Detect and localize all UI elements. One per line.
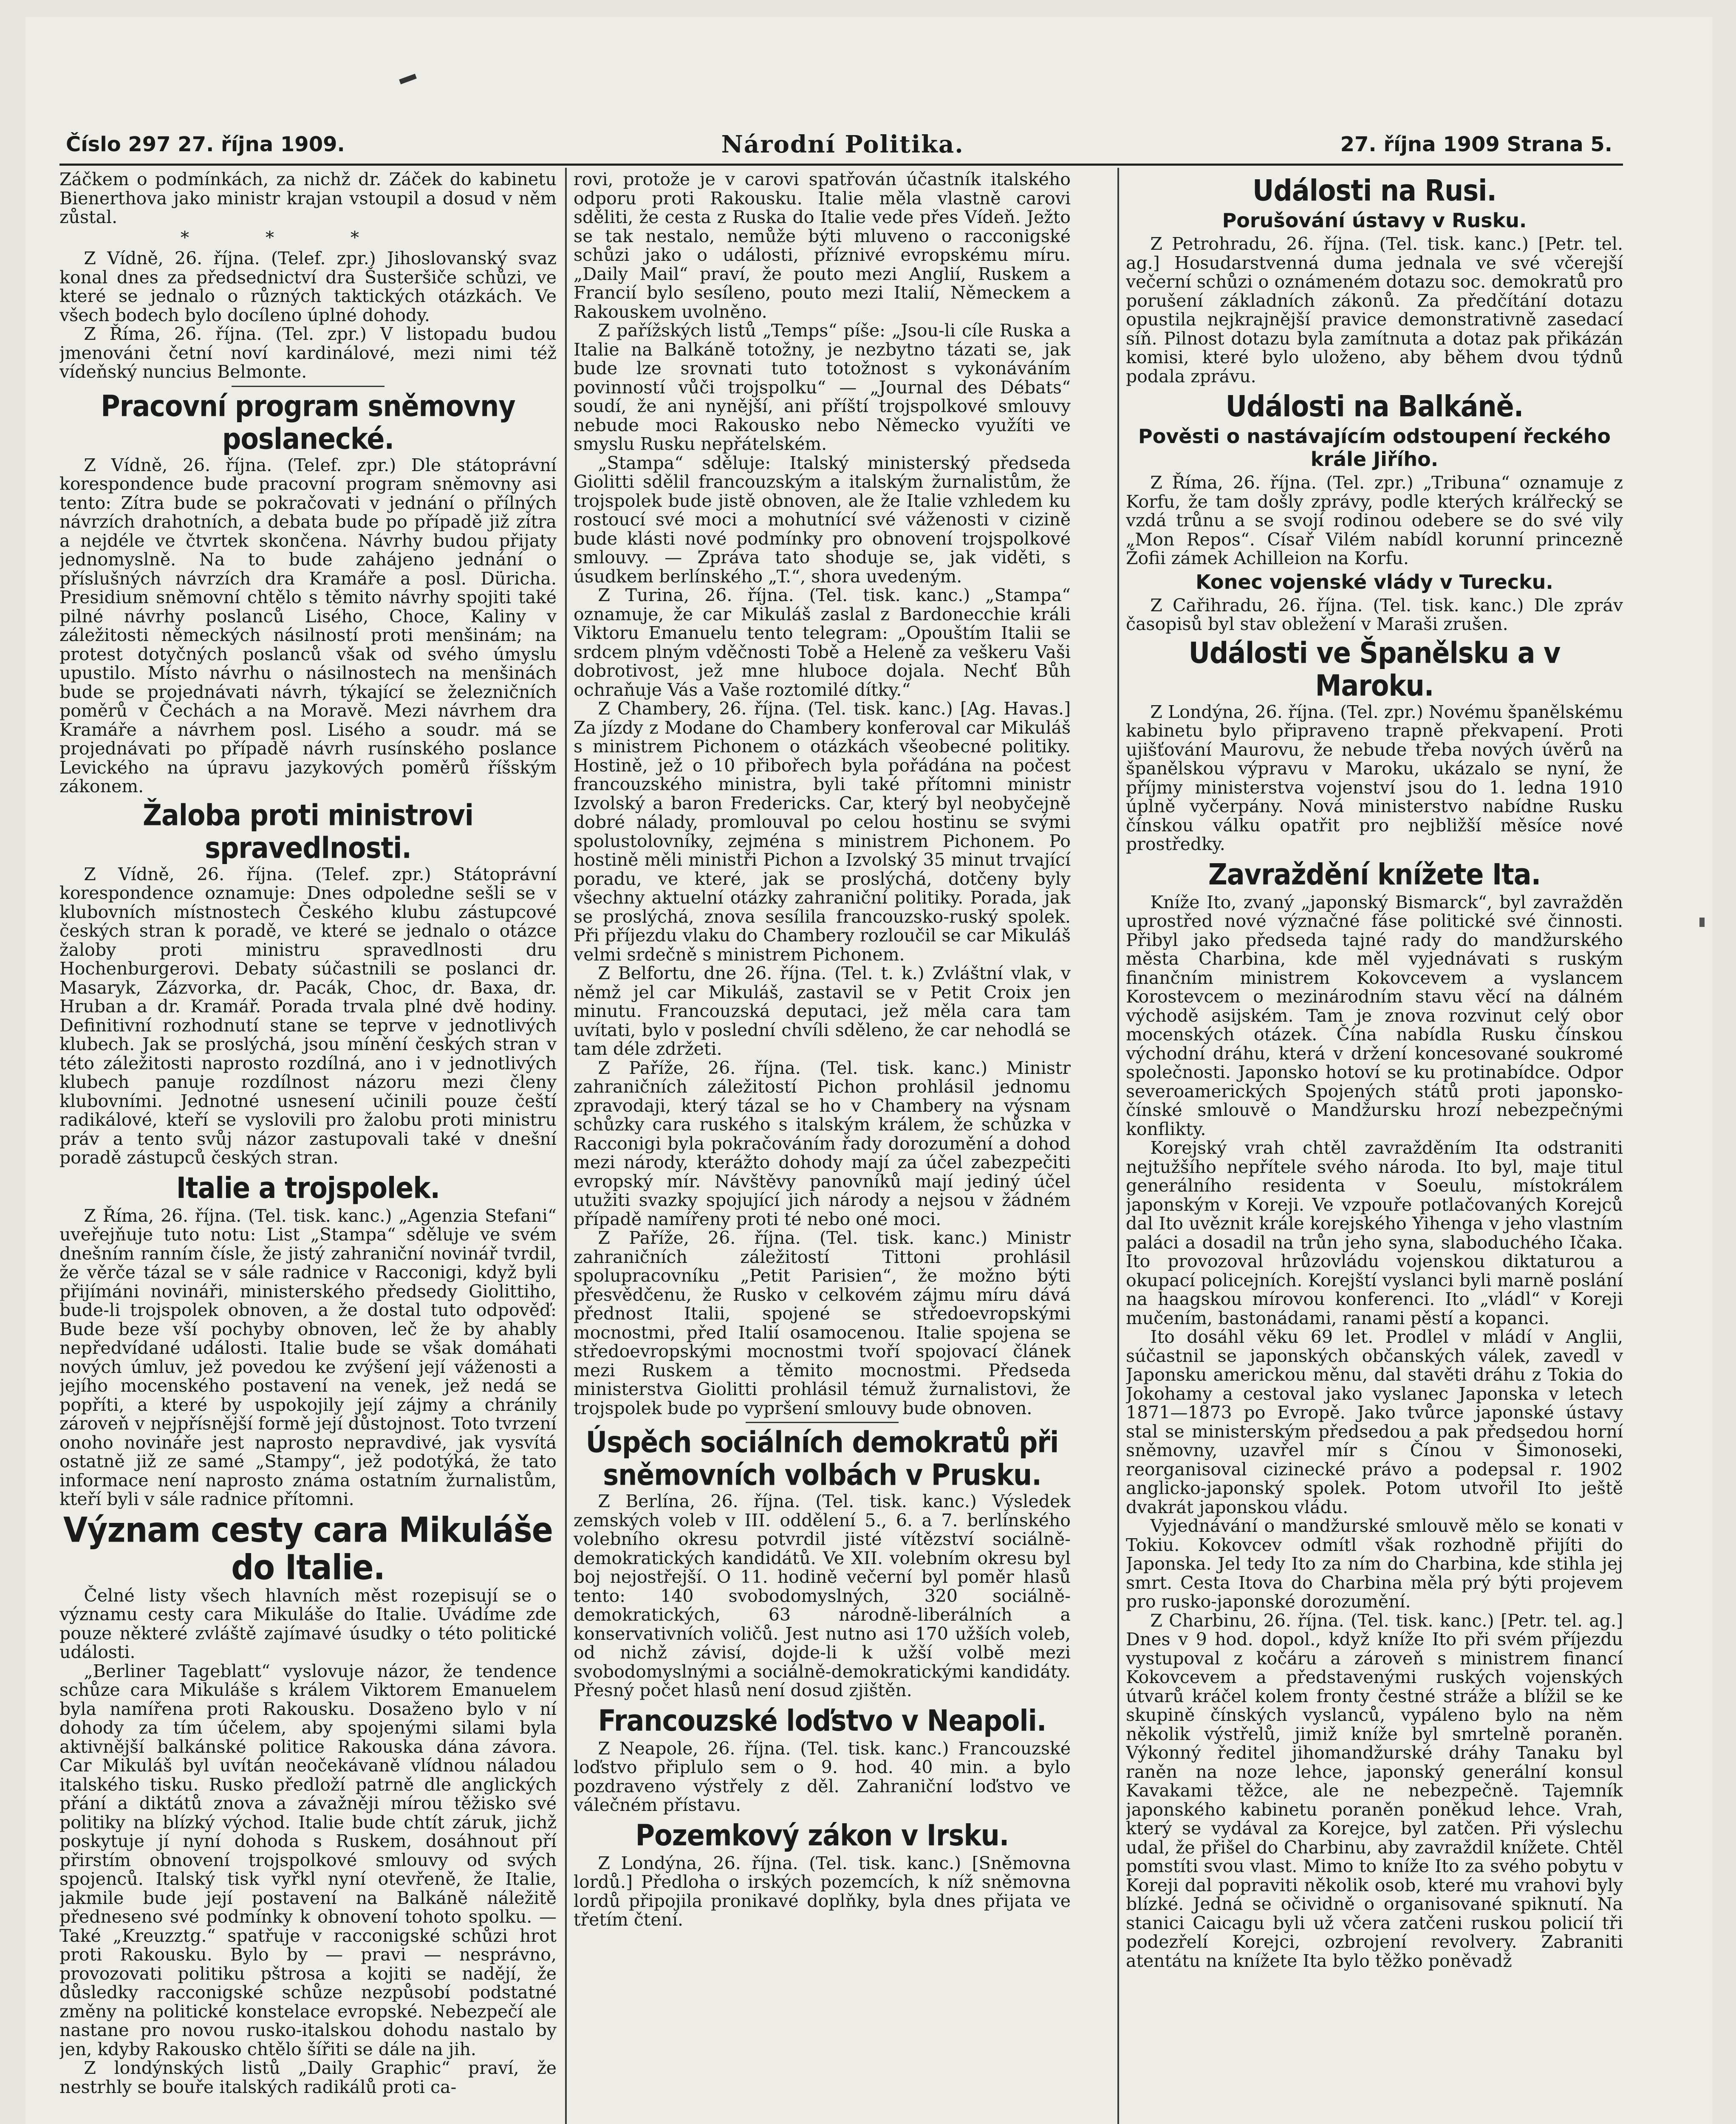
article-text: Ito dosáhl věku 69 let. Prodlel v mládí v Anglii, súčastnil se japonských občanských válek, zavedl v Japonsku americkou měnu, dal stavěti dráhu z Tokia do Jokohamy a cestoval jako vyslanec Japonska v letech 1871—1873 po Evropě. Jako tvůrce japonské ústavy stal se ministerským předsedou a pak předsedou horní sněmovny, uzavřel mír s Čínou v Šimonoseki, reorganisoval cizinecké právo a podepsal r. 1902 anglicko-japonský spolek. Potom utvořil Ito ještě dvakrát japonskou vládu.: [1126, 1327, 1623, 1517]
header-page: 27. října 1909 Strana 5.: [1340, 133, 1612, 156]
article-text: Z londýnských listů „Daily Graphic“ praví, že nestrhly se bouře italských radikálů proti ca-: [59, 2058, 557, 2097]
subheadline: Pověsti o nastávajícím odstoupení řeckého krále Jiřího.: [1138, 425, 1611, 471]
article-text: Z Vídně, 26. října. (Telef. zpr.) Státoprávní korespondence oznamuje: Dnes odpoledne sešli se v klubovních místnostech Českého klubu zástupcové českých stran k poradě, ve které se jednalo o otázce žaloby proti ministru spravedlnosti dru Hochenburgerovi. Debaty súčastnili se poslanci dr. Masaryk, Zázvorka, dr. Pacák, Choc, dr. Baxa, dr. Hruban a dr. Kramář. Porada trvala plné dvě hodiny. Definitivní rozhodnutí stane se teprve v jednotlivých klubech. Jak se proslýchá, jsou mínění českých stran v této záležitosti naprosto rozdílná, ano i v jednotlivých klubech panuje rozdílnost názoru mezi členy klubovními. Jednotné usnesení učinili pouze čeští radikálové, kteří se vyslovili pro žalobu proti ministru práv a tento svůj názor zastupovali také v dnešní poradě zástupců českých stran.: [59, 864, 557, 1168]
scan-mark: [1699, 918, 1705, 927]
article-text: rovi, protože je v carovi spatřován účastník italského odporu proti Rakousku. Italie měla vlastně carovi sděliti, že cesta z Ruska do Italie vede přes Vídeň. Ježto se tak nestalo, nemůže býti mluveno o racconigské schůzi jako o události, příznivé evropskému míru. „Daily Mail“ praví, že pouto mezi Anglií, Ruskem a Francií bylo sesíleno, pouto mezi Italií, Německem a Rakouskem uvolněno.: [574, 170, 1071, 322]
headline: Pozemkový zákon v Irsku.: [635, 1818, 1009, 1853]
column-divider: [1117, 168, 1119, 2124]
article-text: Z Londýna, 26. října. (Tel. zpr.) Novému španělskému kabinetu bylo připraveno trapně překvapení. Proti ujišťování Maurovu, že nebude třeba nových úvěrů na španělskou výpravu v Maroku, ukázalo se nyní, že příjmy ministerstva vojenství jsou do 1. ledna 1910 úplně vyčerpány. Nová ministerstvo nabídne Rusku čínskou válku opatřit pro nejbližší měsíce nové prostředky.: [1126, 701, 1623, 854]
headline: Žaloba proti ministrovi spravedlnosti.: [142, 798, 474, 865]
article-text: Z Říma, 26. října. (Tel. zpr.) „Tribuna“ oznamuje z Korfu, že tam došly zprávy, podle kterých králřecký se vzdá trůnu a se svojí rodinou odebere se do své vily „Mon Repos“. Císař Vilém nabídl korunní princezně Žofii zámek Achilleion na Korfu.: [1126, 472, 1623, 568]
page-header: [66, 130, 1612, 159]
article-text: Z Říma, 26. října. (Tel. zpr.) V listopadu budou jmenováni četní noví kardinálové, mezi nimi též vídeňský nuncius Belmonte.: [59, 324, 557, 382]
column-divider: [565, 168, 567, 2124]
article-text: Z Vídně, 26. října. (Telef. zpr.) Dle státoprávní korespondence bude pracovní program sněmovny asi tento: Zítra bude se pokračovati v jednání o přílných návrzích drahotních, a debata bude po případě již zítra a nejdéle ve čtvrtek skončena. Návrhy budou přijaty jednomyslně. Na to bude zahájeno jednání o příslušných návrzích dra Kramáře a posl. Düricha. Presidium sněmovní chtělo s těmito návrhy spojiti také pilné návrhy poslanců Lisého, Choce, Kaliny v záležitosti německých násilností proti menšinám; na protest dotyčných poslanců však od svého úmyslu upustilo. Místo návrhu o násilnostech na menšinách bude se projednávati návrh, týkající se železničních poměrů v Čechách a na Moravě. Mezi návrhem dra Kramáře a návrhem posl. Lisého a soudr. má se projednávati po případě návrh rusínského poslance Levického na úpravu jazykových poměrů říšským zákonem.: [59, 455, 557, 796]
article-text: Z Charbinu, 26. října. (Tel. tisk. kanc.) [Petr. tel. ag.] Dnes v 9 hod. dopol., když kníže Ito při svém příjezdu vystupoval z kočáru a zároveň s ministrem financí Kokovcevem a představenými ruských vojenských útvarů kráčel kolem fronty čestné stráže a blížil se ke skupině čínských vyslanců, vypáleno bylo na něm několik výstřelů, jimiž kníže byl smrtelně poraněn. Výkonný ředitel jihomandžurské dráhy Tanaku byl raněn na noze lehce, japonský generální konsul Kavakami těžce, ale ne nebezpečně. Tajemník japonského kabinetu poraněn poněkud lehce. Vrah, který se vydával za Korejce, byl zatčen. Při výslechu udal, že přišel do Charbinu, aby zavraždil knížete. Chtěl pomstíti svou vlast. Mimo to kníže Ito za svého pobytu v Koreji dal popraviti několik osob, které mu vrahovi byly blízké. Jedná se očividně o organisované spiknutí. Na stanici Caicagu byli už včera zatčeni ruskou policií tři podezřelí Korejci, ozbrojení revolvery. Zabraniti atentátu na knížete Ita bylo těžko poněvadž: [1126, 1610, 1623, 1971]
scan-mark: [399, 74, 417, 85]
headline: Události ve Španělsku a v Maroku.: [1188, 636, 1561, 703]
article-text: Záčkem o podmínkách, za nichž dr. Záček do kabinetu Bienerthova jako ministr krajan vstoupil a dosud v něm zůstal.: [59, 170, 557, 227]
article-text: Korejský vrah chtěl zavražděním Ita odstraniti nejtužšího nepřítele svého národa. Ito byl, maje titul generálního residenta v Soeulu, místokrálem japonským v Koreji. Ve vzpouře potlačovaných Korejců dal Ito uvěznit krále korejského Yihenga v jeho vlastním paláci a dosadil na trůn jeho syna, slaboduchého Ičaka. Ito provozoval hrůzovládu vojenskou diktaturou a okupací policejních. Korejští vyslanci byli marně poslání na haagskou mírovou konferenci. Ito „vládl“ v Koreji mučením, bastonádami, ranami pěstí a kopanci.: [1126, 1138, 1623, 1328]
article-text: Z pařížských listů „Temps“ píše: „Jsou-li cíle Ruska a Italie na Balkáně totožny, je nezbytno tázati se, jak bude lze srovnati tuto totožnost s vykonáváním povinností vůči trojspolku“ — „Journal des Débats“ soudí, že ani nynější, ani příští trojspolkové smlouvy nebude moci Rakousko nebo Německo využíti ve smyslu Rusku nepřátelském.: [574, 320, 1071, 454]
article-separator: [746, 1422, 899, 1423]
article-text: Z Vídně, 26. října. (Telef. zpr.) Jihoslovanský svaz konal dnes za předsednictví dra Šusteršiče schůzi, ve které se jednalo o různých taktických otázkách. Ve všech bodech bylo docíleno úplné dohody.: [59, 248, 557, 325]
subheadline: Konec vojenské vlády v Turecku.: [1196, 570, 1553, 593]
header-issue: Číslo 297 27. října 1909.: [66, 133, 345, 156]
header-rule: [59, 164, 1623, 166]
subheadline: Porušování ústavy v Rusku.: [1222, 209, 1527, 232]
article-text: Z Londýna, 26. října. (Tel. tisk. kanc.) [Sněmovna lordů.] Předloha o irských pozemcích, k níž sněmovna lordů připojila pronikavé doplňky, byla dnes přijata ve třetím čtení.: [574, 1853, 1071, 1930]
masthead: Národní Politika.: [721, 130, 964, 158]
column-3: [1126, 170, 1623, 2124]
article-text: Z Cařihradu, 26. října. (Tel. tisk. kanc.) Dle zpráv časopisů byl stav obležení v Maraši zrušen.: [1126, 595, 1623, 634]
headline: Význam cesty cara Mikuláše do Italie.: [63, 1510, 553, 1587]
headline: Události na Rusi.: [1253, 173, 1496, 208]
article-text: Z Paříže, 26. října. (Tel. tisk. kanc.) Ministr zahraničních záležitostí Tittoni prohlásil spolupracovníku „Petit Parisien“, že možno býti přesvědčenu, že Rusko v celkovém zájmu míru dává přednost Italii, spojené se středoevropskými mocnostmi, před Italií osamocenou. Italie spojena se středoevropskými mocnostmi tvoří spojovací článek mezi Ruskem a těmito mocnostmi. Předseda ministerstva Giolitti prohlásil témuž žurnalistovi, že trojspolek bude po vypršení smlouvy bude obnoven.: [574, 1228, 1071, 1418]
headline: Francouzské loďstvo v Neapoli.: [598, 1703, 1046, 1738]
article-text: Z Neapole, 26. října. (Tel. tisk. kanc.) Francouzské loďstvo připlulo sem o 9. hod. 40 min. a bylo pozdraveno výstřely z děl. Zahraniční loďstvo ve válečném přístavu.: [574, 1738, 1071, 1815]
article-text: Kníže Ito, zvaný „japonský Bismarck“, byl zavražděn uprostřed nové význačné fáse politické své činnosti. Přibyl jako předseda tajné rady do mandžurského města Charbina, kde měl vyjednávati s ruským finančním ministrem Kokovcevem a vyslancem Korostevcem o mezinárodním stavu věcí na dálném východě asijském. Tam je znova rozvinut celý obor mocenských otázek. Čína nabídla Rusku čínskou východní dráhu, která v držení koncesované soukromé společnosti. Japonsko hotoví se ku protinabídce. Odpor severoamerických Spojených států proti japonsko-čínské smlouvě o Mandžursku hrozí nebezpečnými konflikty.: [1126, 892, 1623, 1139]
newspaper-page: [25, 17, 1712, 2124]
article-text: Z Petrohradu, 26. října. (Tel. tisk. kanc.) [Petr. tel. ag.] Hosudarstvenná duma jednala ve své včerejší večerní schůzi o oznámeném dotazu soc. demokratů pro porušení základních zákonů. Za předčítání dotazu opustila nejkrajnější pravice demonstrativně zasedací síň. Pilnost dotazu byla zamítnuta a dotaz pak přikázán komisi, které bylo uloženo, aby během dvou týdnů podala zprávu.: [1126, 234, 1623, 387]
headline: Zavraždění knížete Ita.: [1208, 857, 1541, 892]
article-text: Vyjednávání o mandžurské smlouvě mělo se konati v Tokiu. Kokovcev odmítl však rozhodně přijíti do Japonska. Jel tedy Ito za ním do Charbina, kde stihla jej smrt. Cesta Itova do Charbina měla prý býti projevem pro rusko-japonské dorozumění.: [1126, 1516, 1623, 1612]
separator-stars: ***: [181, 228, 435, 248]
column-1: [59, 170, 557, 2124]
headline: Italie a trojspolek.: [176, 1170, 440, 1205]
article-text: „Berliner Tageblatt“ vyslovuje názor, že tendence schůze cara Mikuláše s králem Viktorem Emanuelem byla namířena proti Rakousku. Dosaženo bylo v ní dohody za tím účelem, aby spojenými silami byla aktivnější balkánské politice Rakouska dána závora. Car Mikuláš byl uvítán neočekávaně vlídnou náladou italského tisku. Rusko předloží patrně dle anglických přání a diktátů znova a závažněji mírou těžisko své politiky na blízký východ. Italie bude chtít záruk, jichž poskytuje jí nyní dohoda s Ruskem, dosáhnout pří přirstím obnovení trojspolkové smlouvy od svých spojenců. Italský tisk vyřkl nyní otevřeně, že Italie, jakmile bude její postavení na Balkáně náležitě předneseno své podmínky k obnovení tohoto spolku. — Také „Kreuzztg.“ spatřuje v racconigské schůzi hrot proti Rakousku. Bylo by — pravi — nesprávno, provozovati politiku pštrosa a kojiti se nadějí, že důsledky racconigské schůze nezpůsobí podstatné změny na politické konstelace evropské. Nebezpečí ale nastane pro novou rusko-italskou dohodu nastalo by jen, kdyby Rakousko chtělo šířiti se dále na jih.: [59, 1661, 557, 2059]
article-text: Z Berlína, 26. října. (Tel. tisk. kanc.) Výsledek zemských voleb v III. oddělení 5., 6. a 7. berlínského volebního okresu potvrdil jisté vítězství sociálně-demokratických kandidátů. Ve XII. volebním okresu byl boj nejostřejší. O 11. hodině večerní byl poměr hlasů tento: 140 svobodomyslných, 320 sociálně-demokratických, 63 národně-liberálních a konservativních voličů. Jest nutno asi 170 užších voleb, od nichž závisí, dojde-li k užší volbě mezi svobodomyslnými a sociálně-demokratickými kandidáty. Přesný počet hlasů není dosud zjištěn.: [574, 1491, 1071, 1700]
headline: Úspěch sociálních demokratů při sněmovních volbách v Prusku.: [585, 1425, 1059, 1492]
headline: Pracovní program sněmovny poslanecké.: [101, 389, 515, 456]
article-text: Z Paříže, 26. října. (Tel. tisk. kanc.) Ministr zahraničních záležitostí Pichon prohlásil jednomu zpravodaji, který tázal se ho v Chambery na výsnam schůzky cara ruského s italským králem, že schůzka v Racconigi byla pokračováním řady dorozumění a dohod mezi národy, kterážto dohody mají za účel zabezpečiti evropský mír. Návštěvy panovníků mají jediný účel utužiti svazky spojující jich národy a nejsou v žádném případě namířeny proti té nebo oné moci.: [574, 1057, 1071, 1229]
headline: Události na Balkáně.: [1225, 389, 1524, 424]
article-text: Z Turina, 26. října. (Tel. tisk. kanc.) „Stampa“ oznamuje, že car Mikuláš zaslal z Bardonecchie králi Viktoru Emanuelu tento telegram: „Opouštím Italii se srdcem plným vděčnosti Tobě a Heleně za veškeru Vaši dobrotivost, jež mne hluboce dojala. Nechť Bůh ochraňuje Vás a Vaše roztomilé dítky.“: [574, 585, 1071, 700]
column-2: [574, 170, 1071, 2124]
article-text: „Stampa“ sděluje: Italský ministerský předseda Giolitti sdělil francouzským a italským žurnalistům, že trojspolek bude jistě obnoven, ale že Italie vzhledem ku rostoucí své moci a mohutnící své váženosti v cizině bude klásti nové podmínky pro obnovení trojspolkové smlouvy. — Zpráva tato shoduje se, jak viděti, s úsudkem berlínského „T.“, shora uvedeným.: [574, 452, 1071, 587]
article-text: Čelné listy všech hlavních měst rozepisují se o významu cesty cara Mikuláše do Italie. Uvádíme zde pouze některé zvláště zajímavé úsudky o této politické události.: [59, 1585, 557, 1662]
article-text: Z Chambery, 26. října. (Tel. tisk. kanc.) [Ag. Havas.] Za jízdy z Modane do Chambery konferoval car Mikuláš s ministrem Pichonem o otázkách všeobecné politiky. Hostině, jež o 10 přibořech byla pořádána na počest francouzského ministra, byli také přítomni ministr Izvolský a baron Fredericks. Car, který byl neobyčejně dobré nálady, promlouval po celou hostinu se svými spolustolovníky, zejména s ministrem Pichonem. Po hostině měli ministři Pichon a Izvolský 35 minut trvající poradu, ve které, jak se proslýchá, dotčeny byly všechny aktuelní otázky zahraniční politiky. Porada, jak se proslýchá, znova sesílila francouzsko-ruský spolek. Při příjezdu vlaku do Chambery rozloučil se car Mikuláš velmi srdečně s ministrem Pichonem.: [574, 698, 1071, 965]
article-separator: [232, 386, 385, 387]
article-text: Z Říma, 26. října. (Tel. tisk. kanc.) „Agenzia Stefani“ uveřejňuje tuto notu: List „Stampa“ sděluje ve svém dnešním ranním čísle, že jistý zahraniční novinář tvrdil, že věrče tázal se v sále radnice v Racconigi, když byli přijímáni novináři, ministerského předsedy Giolittiho, bude-li trojspolek obnoven, a že dostal tuto odpověď: Bude beze vší pochyby obnoven, leč že by ahably nepředvídané události. Italie bude se však domáhati nových úmluv, jež povedou ke zvýšení její váženosti a jejího mocenského postavení na venek, jež nedá se popříti, a které by uspokojily její zájmy a chránily zároveň v nejpřísnější formě její důstojnost. Toto tvrzení onoho novináře jest naprosto nepravdivé, jak vysvítá ostatně již ze samé „Stampy“, jež podotýká, že tato informace není naprosto známa ostatním žurnalistům, kteří byli v sále radnice přítomni.: [59, 1205, 557, 1509]
article-text: Z Belfortu, dne 26. října. (Tel. t. k.) Zvláštní vlak, v němž jel car Mikuláš, zastavil se v Petit Croix jen minutu. Francouzská deputaci, jež měla cara tam uvítati, bylo v poslední chvíli sděleno, že car nehodlá se tam déle zdržeti.: [574, 963, 1071, 1059]
